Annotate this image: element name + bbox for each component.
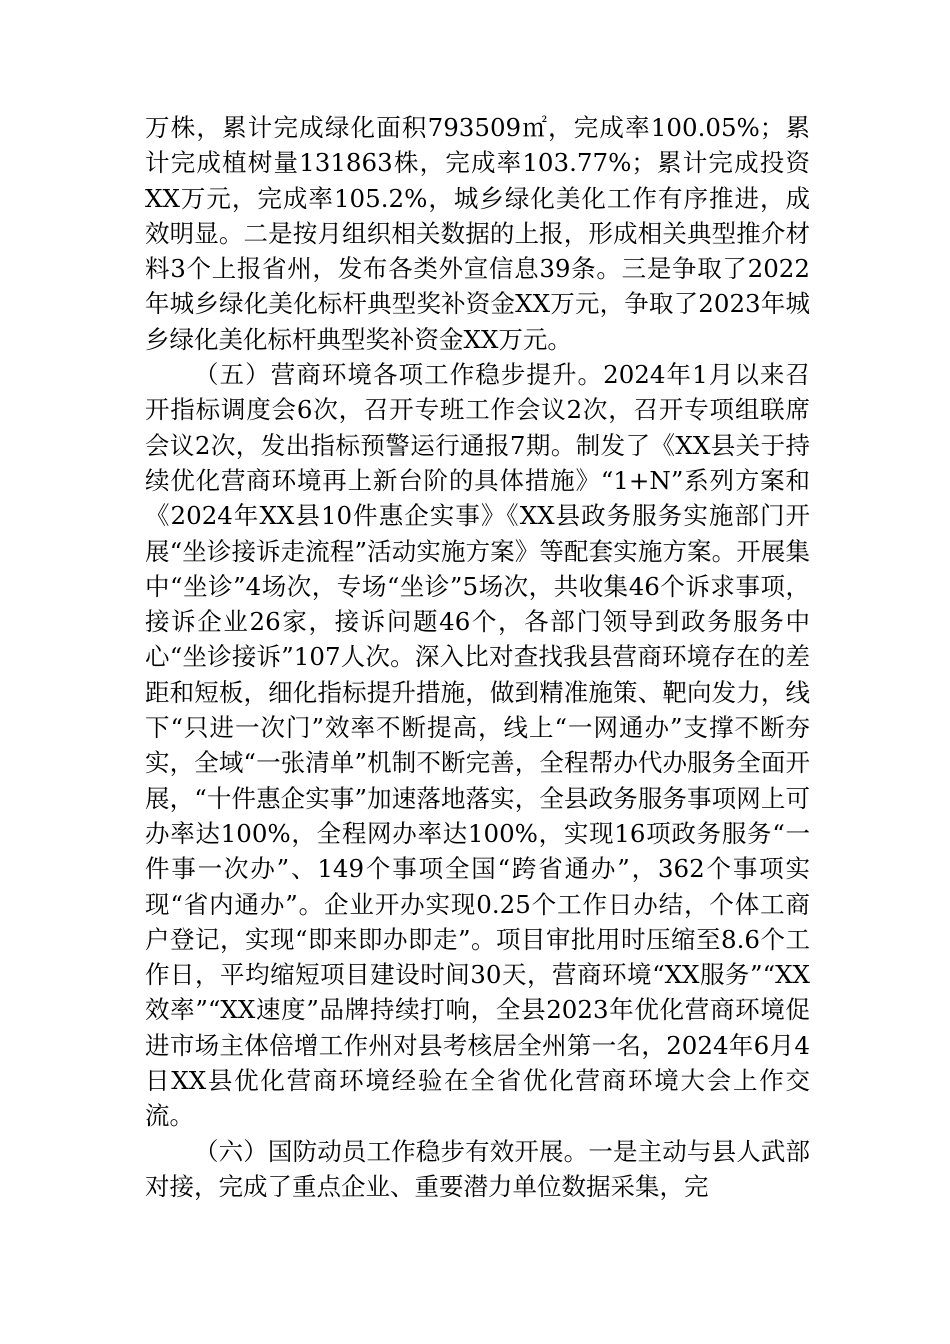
section-heading-six: （六）国防动员工作稳步有效开展。 <box>194 1136 589 1166</box>
section-heading-five: （五）营商环境各项工作稳步提升。 <box>194 360 604 390</box>
paragraph-greening-continued <box>145 110 810 357</box>
paragraph-national-defense <box>145 1134 810 1205</box>
document-page <box>145 110 810 1204</box>
paragraph-business-environment <box>145 357 810 1134</box>
paragraph-body: 2024年1月以来召开指标调度会6次，召开专班工作会议2次，召开专项组联席会议2次，发出指标预警运行通报7期。制发了《XX县关于持续优化营商环境再上新台阶的具体措施》“1+N”系列方案和《2024年XX县10件惠企实事》《XX县政务服务实施部门开展“坐诊接诉走流程”活动实施方案》等配套实施方案。开展集中“坐诊”4场次，专场“坐诊”5场次，共收集46个诉求事项，接诉企业26家，接诉问题46个，各部门领导到政务服务中心“坐诊接诉”107人次。深入比对查找我县营商环境存在的差距和短板，细化指标提升措施，做到精准施策、靶向发力，线下“只进一次门”效率不断提高，线上“一网通办”支撑不断夯实，全域“一张清单”机制不断完善，全程帮办代办服务全面开展，“十件惠企实事”加速落地落实，全县政务服务事项网上可办率达100%，全程网办率达100%，实现16项政务服务“一件事一次办”、149个事项全国“跨省通办”，362个事项实现“省内通办”。企业开办实现0.25个工作日办结，个体工商户登记，实现“即来即办即走”。项目审批用时压缩至8.6个工作日，平均缩短项目建设时间30天，营商环境“XX服务”“XX效率”“XX速度”品牌持续打响，全县2023年优化营商环境促进市场主体倍增工作州对县考核居全州第一名，2024年6月4日XX县优化营商环境经验在全省优化营商环境大会上作交流。 <box>145 360 810 1131</box>
paragraph-body: 一是主动与县人武部对接，完成了重点企业、重要潜力单位数据采集，完 <box>145 1136 811 1201</box>
paragraph-body: 万株，累计完成绿化面积793509㎡，完成率100.05%；累计完成植树量131863株，完成率103.77%；累计完成投资XX万元，完成率105.2%，城乡绿化美化工作有序推进，成效明显。二是按月组织相关数据的上报，形成相关典型推介材料3个上报省州，发布各类外宣信息39条。三是争取了2022年城乡绿化美化标杆典型奖补资金XX万元，争取了2023年城乡绿化美化标杆典型奖补资金XX万元。 <box>145 113 810 354</box>
